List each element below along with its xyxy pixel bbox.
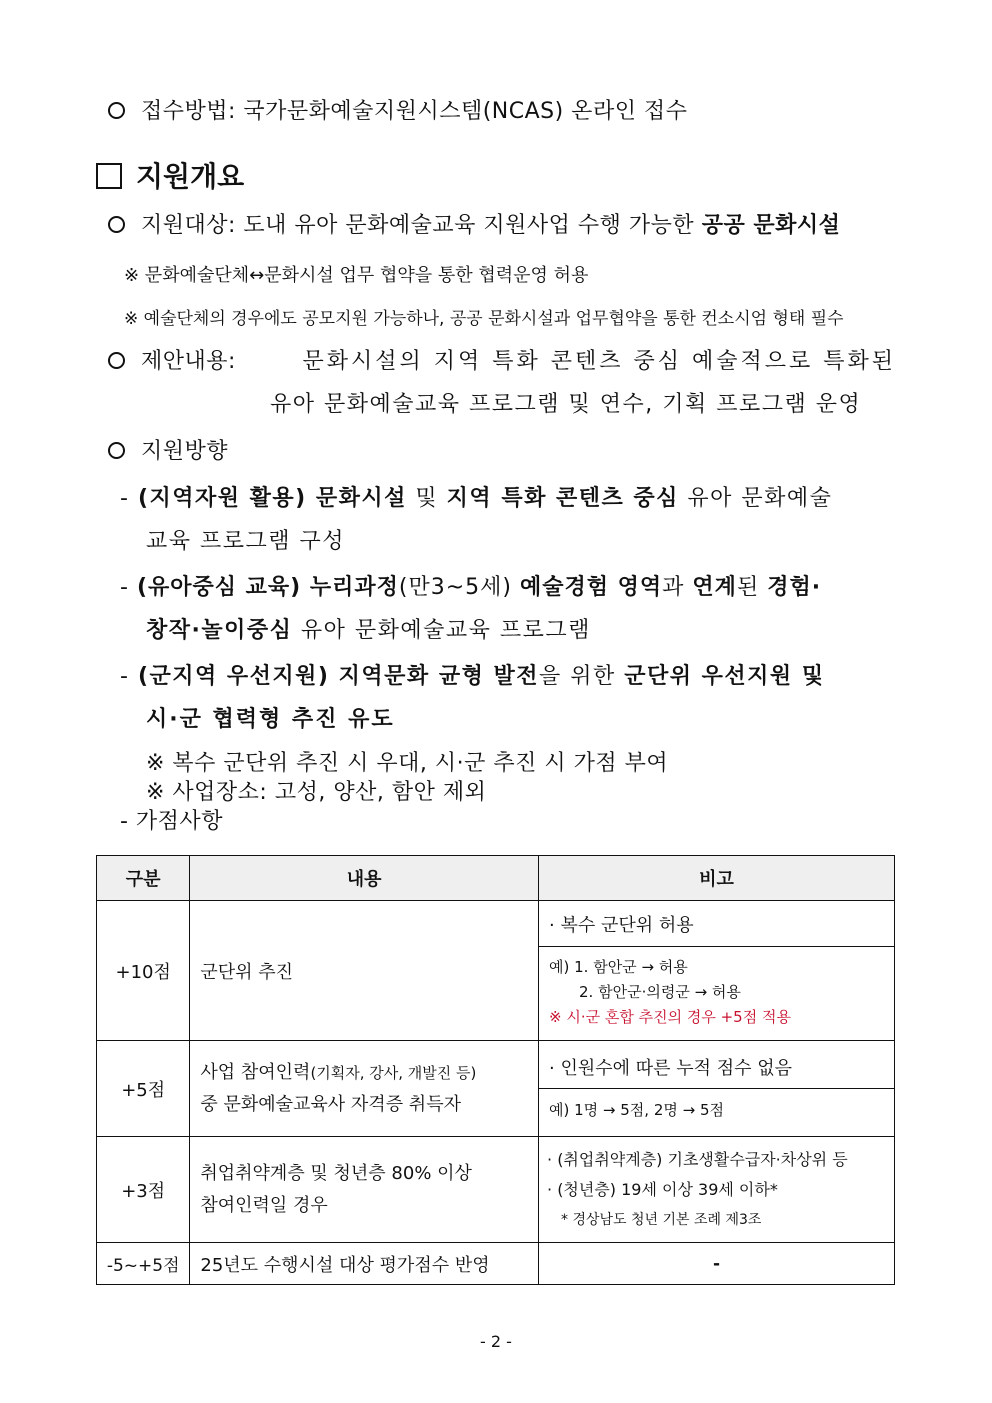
- page-number: - 2 -: [480, 1332, 512, 1351]
- support-target-line: 지원대상: 도내 유아 문화예술교육 지원사업 수행 가능한 공공 문화시설: [108, 208, 840, 239]
- direction-item-1-cont: 교육 프로그램 구성: [146, 529, 346, 554]
- header-remarks: 비고: [539, 856, 895, 901]
- content-cell: 군단위 추진: [190, 901, 539, 1041]
- direction-item-3-cont: 시·군 협력형 추진 유도: [146, 707, 395, 732]
- remarks-cell: -: [539, 1243, 895, 1285]
- proposal-line: 제안내용: 문화시설의 지역 특화 콘텐츠 중심 예술적으로 특화된: [108, 344, 896, 375]
- direction-note: ※ 복수 군단위 추진 시 우대, 시·군 추진 시 가점 부여: [146, 751, 669, 776]
- table-header-row: [97, 856, 895, 901]
- support-direction-line: 지원방향: [108, 434, 228, 465]
- circle-bullet-icon: [108, 352, 125, 369]
- circle-bullet-icon: [108, 102, 125, 119]
- proposal-line-2: 유아 문화예술교육 프로그램 및 연수, 기획 프로그램 운영: [270, 392, 862, 417]
- score-cell: +10점: [97, 901, 190, 1041]
- direction-item-1: - (지역자원 활용) 문화시설 및 지역 특화 콘텐츠 중심 유아 문화예술: [120, 486, 833, 511]
- circle-bullet-icon: [108, 216, 125, 233]
- header-content: 내용: [190, 856, 539, 901]
- direction-item-2: - (유아중심 교육) 누리과정(만3~5세) 예술경험 영역과 연계된 경험·: [120, 575, 822, 600]
- bonus-points-table: [96, 855, 895, 1285]
- reception-method-line: 접수방법: 국가문화예술지원시스템(NCAS) 온라인 접수: [108, 94, 687, 125]
- square-bullet-icon: [96, 163, 122, 189]
- circle-bullet-icon: [108, 442, 125, 459]
- score-cell: -5~+5점: [97, 1243, 190, 1285]
- note-line: ※ 예술단체의 경우에도 공모지원 가능하나, 공공 문화시설과 업무협약을 통한 컨소시엄 형태 필수: [124, 309, 844, 329]
- score-cell: +3점: [97, 1137, 190, 1243]
- header-category: 구분: [97, 856, 190, 901]
- table-row: [97, 1137, 895, 1243]
- remarks-cell: · 인원수에 따른 누적 점수 없음 예) 1명 → 5점, 2명 → 5점: [539, 1041, 895, 1137]
- score-cell: +5점: [97, 1041, 190, 1137]
- table-row: [97, 1243, 895, 1285]
- direction-item-2-cont: 창작·놀이중심 유아 문화예술교육 프로그램: [146, 618, 591, 643]
- direction-item-3: - (군지역 우선지원) 지역문화 균형 발전을 위한 군단위 우선지원 및: [120, 664, 825, 689]
- note-line: ※ 문화예술단체↔문화시설 업무 협약을 통한 협력운영 허용: [124, 265, 589, 286]
- remarks-cell: · (취업취약계층) 기초생활수급자·차상위 등 · (청년층) 19세 이상 39세 이하* * 경상남도 청년 기본 조례 제3조: [539, 1137, 895, 1243]
- content-cell: 25년도 수행시설 대상 평가점수 반영: [190, 1243, 539, 1285]
- bonus-title: - 가점사항: [120, 809, 223, 834]
- remarks-cell: · 복수 군단위 허용 예) 1. 함안군 → 허용 2. 함안군·의령군 → 허용 ※ 시·군 혼합 추진의 경우 +5점 적용: [539, 901, 895, 1041]
- table-row: [97, 1041, 895, 1137]
- table-row: [97, 901, 895, 1041]
- content-cell: 취업취약계층 및 청년층 80% 이상 참여인력일 경우: [190, 1137, 539, 1243]
- section-heading: 지원개요: [96, 155, 244, 195]
- content-cell: 사업 참여인력(기획자, 강사, 개발진 등) 중 문화예술교육사 자격증 취득자: [190, 1041, 539, 1137]
- direction-note: ※ 사업장소: 고성, 양산, 함안 제외: [146, 780, 487, 805]
